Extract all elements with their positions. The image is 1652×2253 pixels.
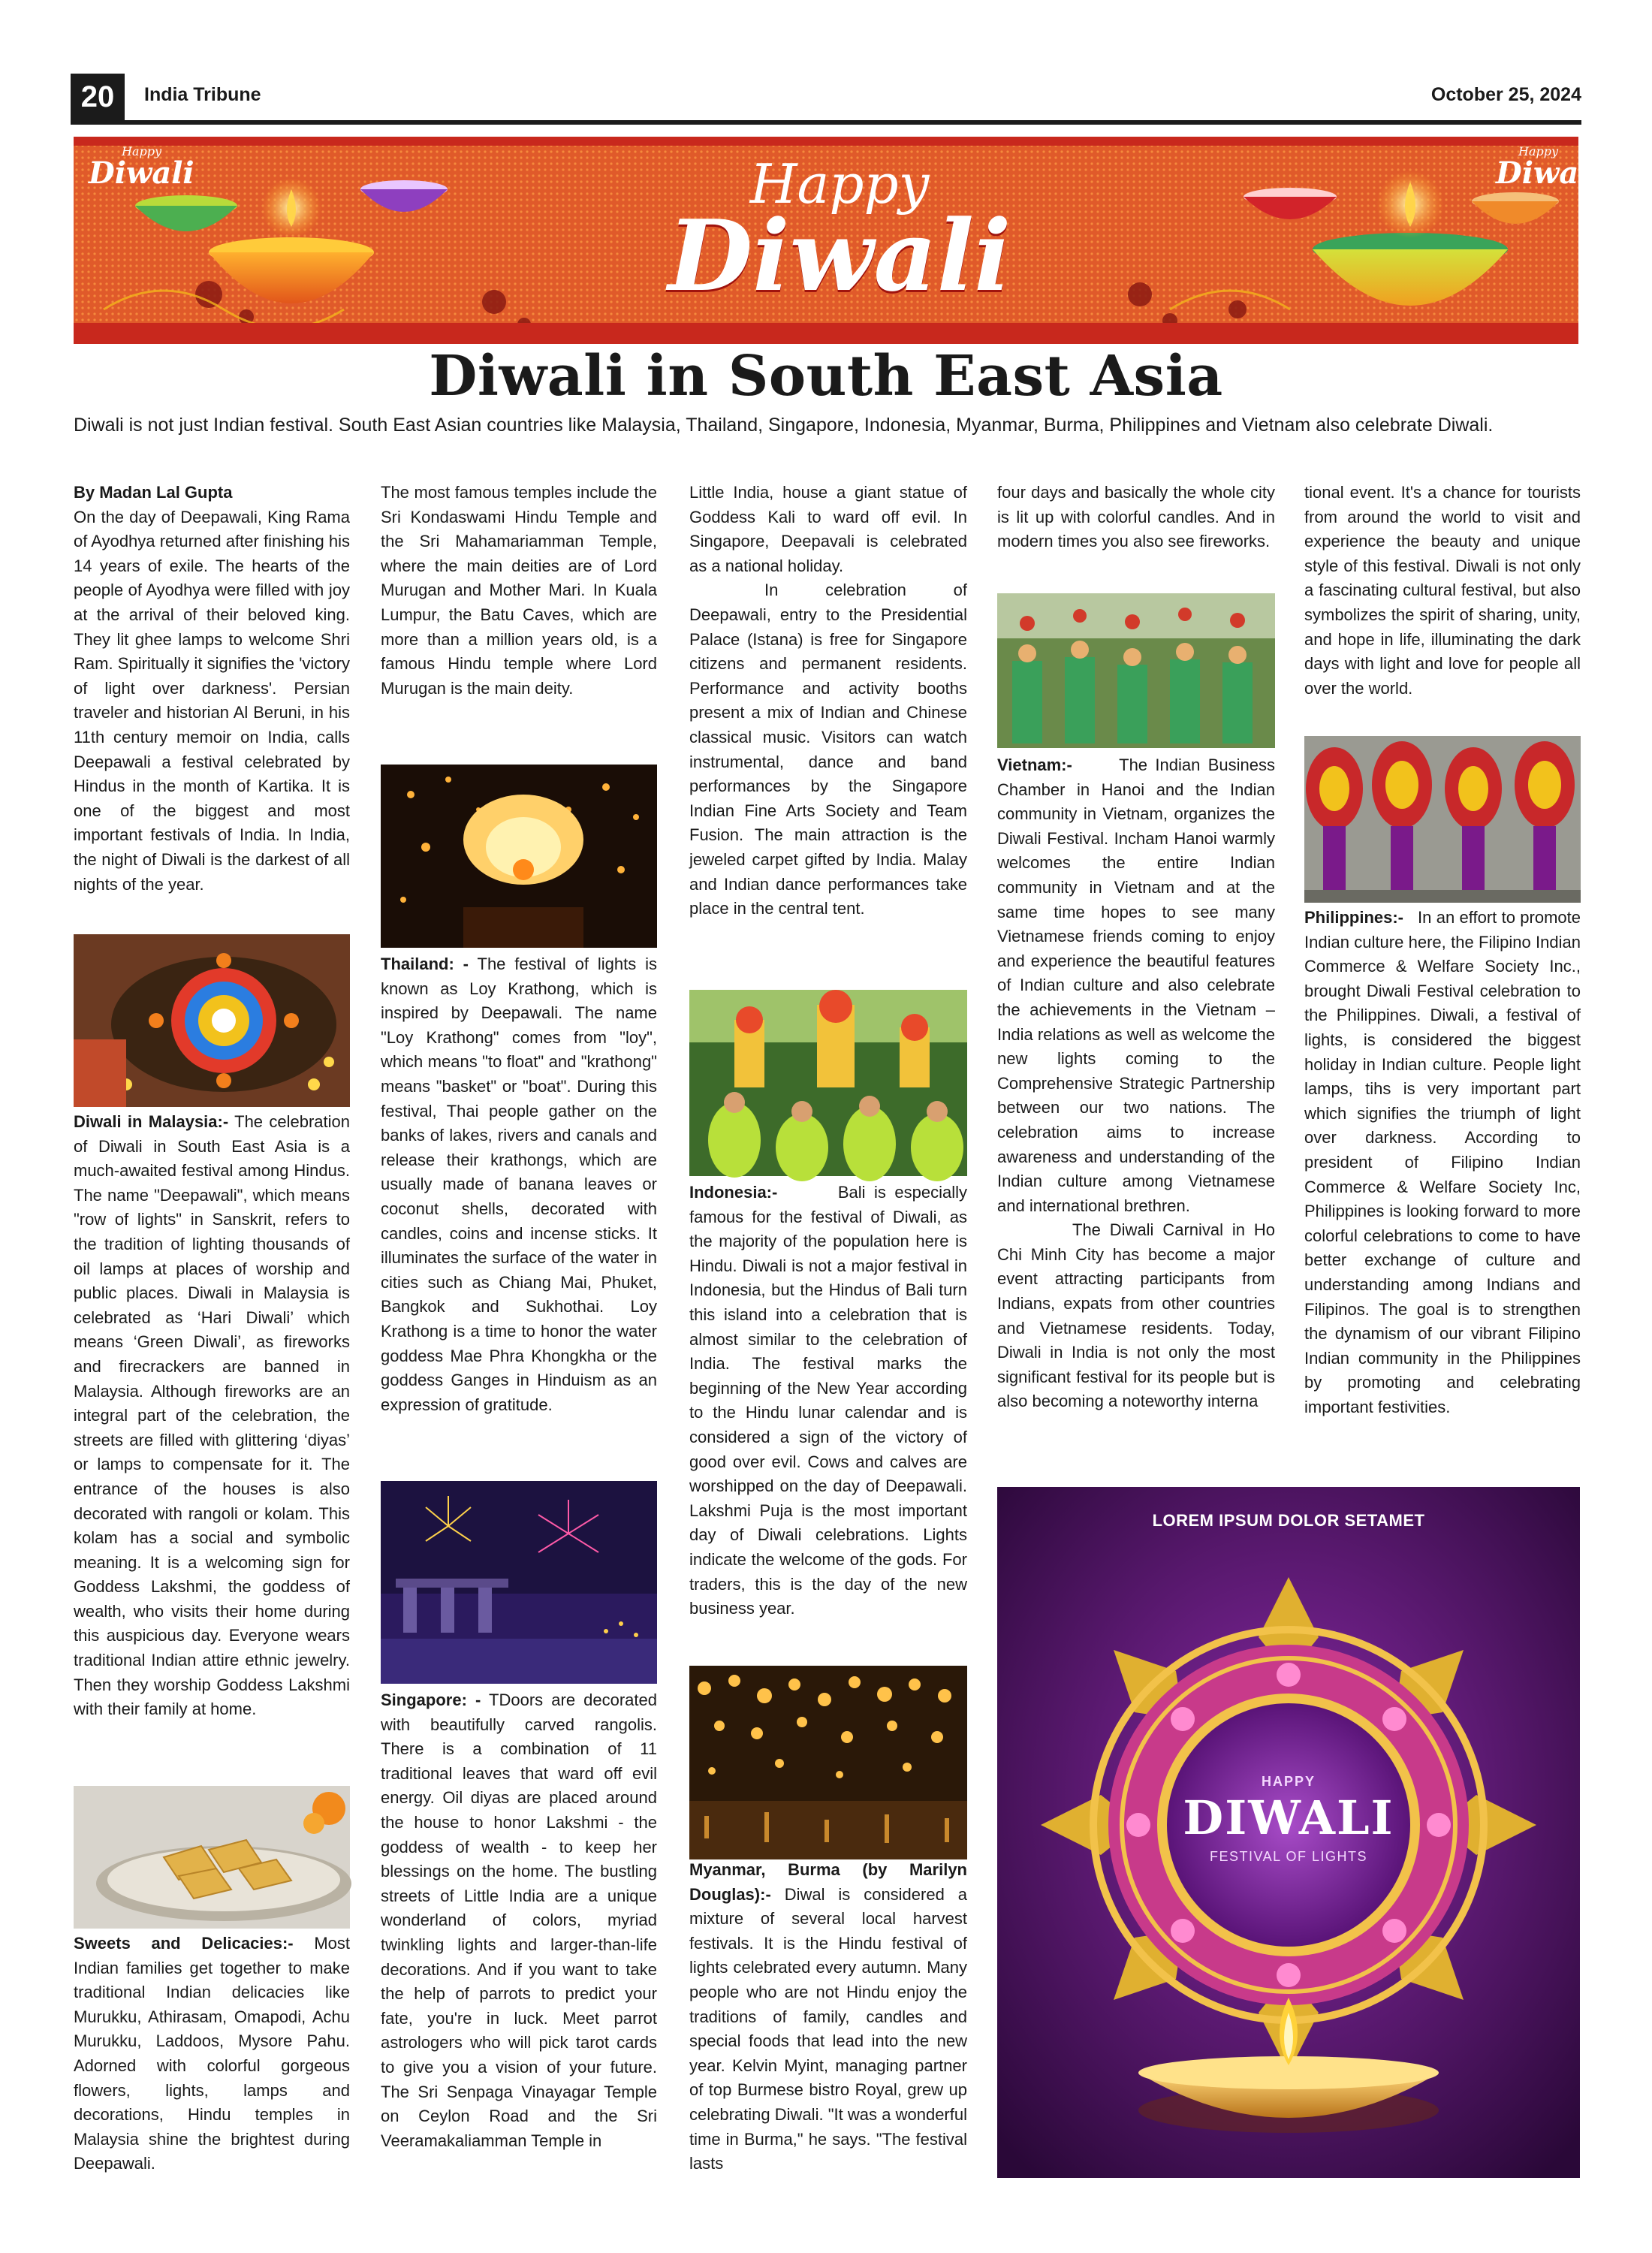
philippines-section xyxy=(1304,906,1581,1419)
ad-diwali: DIWALI xyxy=(1183,1790,1394,1845)
column-1-top xyxy=(74,481,350,897)
rangoli-photo xyxy=(74,934,350,1107)
diwali-carnival-paragraph: The Diwali Carnival in Ho Chi Minh City has become a major event attracting participants from Indians, expats from other countries and Vietnamese residents. Today, Diwali in India is not only the most significant festival for its people but is also becoming a noteworthy interna xyxy=(997,1220,1275,1411)
thailand-section xyxy=(381,952,657,1417)
vietnam-festival-photo xyxy=(997,593,1275,748)
presidential-palace-paragraph: In celebration of Deepawali, entry to the Presidential Palace (Istana) is free for Singapore citizens and permanent residents. Performance and activity booths present a mix of Indian and Chinese classical music. Visitors can watch instrumental, dance and band performances by the Singapore Indian Fine Arts Society and Team Fusion. The main attraction is the jeweled carpet gifted by India. Malay and Indian dance performances take place in the central tent. xyxy=(689,581,967,918)
myanmar-label: Myanmar, Burma (by Marilyn Douglas):- xyxy=(689,1860,967,1904)
ad-top-text: LOREM IPSUM DOLOR SETAMET xyxy=(1152,1511,1425,1530)
banner-corner-logo-left xyxy=(89,144,194,189)
myanmar-text: Diwal is considered a mixture of several local harvest festivals. It is the Hindu festival of lights celebrated every autumn. Many people who are not Hindu enjoy the traditions of family, candles and special foods that lead into the new year. Kelvin Myint, managing partner of top Burmese bistro Royal, grew up celebrating Diwali. "It was a wonderful time in Burma," he says. "The festival lasts xyxy=(689,1884,967,2173)
thailand-label: Thailand: - xyxy=(381,955,469,973)
corner-happy-left: Happy xyxy=(122,144,162,158)
singapore-continued: Little India, house a giant statue of Goddess Kali to ward off evil. In Singapore, Deepavali is celebrated as a national holiday. xyxy=(689,483,967,575)
corner-diwali-left: Diwali xyxy=(89,155,194,191)
article-headline: Diwali in South East Asia xyxy=(429,344,1223,409)
banner-happy: Happy xyxy=(749,152,930,216)
happy-diwali-banner xyxy=(74,137,1602,342)
philippines-parade-photo xyxy=(1304,736,1581,903)
thailand-text: The festival of lights is known as Loy Krathong, which is inspired by Deepawali. The name "Loy Krathong" comes from "loy", which means "to float" and "krathong" means "basket" or "boat". During this festival, Thai people gather on the banks of lakes, rivers and canals and release their krathongs, which are usually made of banana leaves or coconut shells, decorated with candles, coins and incense sticks. It illuminates the surface of the water in cities such as Chiang Mai, Phuket, Bangkok and Sukhothai. Loy Krathong is a time to honor the water goddess Mae Phra Khongkha or the goddess Ganges in Hinduism as an expression of gratitude. xyxy=(381,955,658,1414)
diwali-advertisement xyxy=(997,1487,1580,2178)
lantern-photo xyxy=(381,765,657,948)
corner-happy-right: Happy xyxy=(1518,144,1559,158)
vietnam-label: Vietnam:- xyxy=(997,756,1072,774)
myanmar-lanterns-photo xyxy=(689,1666,967,1859)
corner-diwali-right: Diwali xyxy=(1496,155,1602,191)
sweets-section xyxy=(74,1932,350,2176)
philippines-label: Philippines:- xyxy=(1304,908,1403,927)
sweets-text: Most Indian families get together to make traditional Indian delicacies like Murukku, Athirasam, Omapodi, Achu Murukku, Laddoos, Mysore Pahu. Adorned with colorful gorgeous flowers, lights, lamps and decorations, Hindu temples in Malaysia shine the brightest during Deepawali. xyxy=(74,1934,350,2173)
sweets-label: Sweets and Delicacies:- xyxy=(74,1934,294,1953)
ad-tagline: FESTIVAL OF LIGHTS xyxy=(1209,1849,1368,1864)
column-3-top xyxy=(689,481,967,921)
singapore-fireworks-photo xyxy=(381,1481,657,1684)
indonesia-section xyxy=(689,1181,967,1621)
byline: By Madan Lal Gupta xyxy=(74,483,233,502)
publication-name: India Tribune xyxy=(144,84,261,105)
myanmar-continued: four days and basically the whole city is lit up with colorful candles. And in modern times you also see fireworks. xyxy=(997,483,1275,551)
temples-text: The most famous temples include the Sri Kondaswami Hindu Temple and the Sri Mahamariamman Temple, where the main deities are of Lord Murugan and Mother Mari. In Kuala Lumpur, the Batu Caves, which are more than a million years old, is a famous Hindu temple where Lord Murugan is the main deity. xyxy=(381,483,657,698)
singapore-section xyxy=(381,1688,657,2153)
vietnam-continued: tional event. It's a chance for tourists from around the world to visit and experience the beauty and unique style of this festival. Diwali is not only a fascinating cultural festival, but also symbolizes the spirit of sharing, unity, and hope in life, illuminating the dark days with light and love for people all over the world. xyxy=(1304,483,1581,698)
singapore-label: Singapore: - xyxy=(381,1691,481,1709)
header-rule xyxy=(71,120,1581,125)
indonesia-label: Indonesia:- xyxy=(689,1183,778,1202)
vietnam-section xyxy=(997,753,1275,1414)
temples-section xyxy=(381,481,657,701)
myanmar-section xyxy=(689,1858,967,2176)
page-number: 20 xyxy=(71,74,125,120)
intro-paragraph: On the day of Deepawali, King Rama of Ayodhya returned after finishing his 14 years of exile. The hearts of the people of Ayodhya were filled with joy at the arrival of their beloved king. They lit ghee lamps to welcome Shri Ram. Spiritually it signifies the 'victory of light over darkness'. Persian traveler and historian Al Beruni, in his 11th century memoir on India, calls Deepawali a festival celebrated by Hindus in the month of Kartika. It is one of the biggest and most important festivals of India. In India, the night of Diwali is the darkest of all nights of the year. xyxy=(74,507,350,894)
banner-corner-logo-right xyxy=(1496,144,1602,189)
malaysia-text: The celebration of Diwali in South East Asia is a much-awaited festival among Hindus. The name "Deepawali", which means "row of lights" in Sanskrit, refers to the tradition of lighting thousands of oil lamps at places of worship and public places. Diwali in Malaysia is celebrated as ‘Hari Diwali’ which means ‘Green Diwali’, as fireworks and firecrackers are banned in Malaysia. Although fireworks are an integral part of the celebration, the streets are filled with glittering ‘diyas’ or lamps to compensate for it. The entrance of the houses is also decorated with rangoli or kolam. This kolam has a social and symbolic meaning. It is a welcoming sign for Goddess Lakshmi, the goddess of wealth, who visits their home during this auspicious day. Everyone wears traditional Indian attire ethnic jewelry. Then they worship Goddess Lakshmi with their family at home. xyxy=(74,1112,350,1719)
column-5-top xyxy=(1304,481,1581,701)
singapore-text: TDoors are decorated with beautifully carved rangolis. There is a combination of 11 traditional leaves that ward off evil energy. Oil diyas are placed around the house to honor Lakshmi - the goddess of wealth - to keep her blessings on the home. The bustling streets of Little India are a unique wonderland of colors, myriad twinkling lights and larger-than-life decorations. And if you want to take the help of parrots to predict your fate, you're in luck. Meet parrot astrologers who will pick tarot cards to give you a vision of your future. The Sri Senpaga Vinayagar Temple on Ceylon Road and the Sri Veeramakaliamman Temple in xyxy=(381,1691,657,2150)
vietnam-text: The Indian Business Chamber in Hanoi and the Indian community in Vietnam, organizes the Diwali Festival. Incham Hanoi warmly welcomes the entire Indian community in Vietnam and at the same time hopes to see many Vietnamese friends coming to enjoy and experience the beautiful features of Indian culture and also celebrate the achievements in the Vietnam – India relations as well as welcome the new lights coming to the Comprehensive Strategic Partnership between our two nations. The celebration aims to increase awareness and understanding of the Indian culture among Vietnamese and international brethren. xyxy=(997,756,1275,1215)
philippines-text: In an effort to promote Indian culture here, the Filipino Indian Commerce & Welfare Society Inc., brought Diwali Festival celebration to the Philippines. Diwali, a festival of lights, is considered the biggest holiday in Indian culture. People light lamps, tihs is very important part which signifies the triumph of light over darkness. According to president of Filipino Indian Commerce & Welfare Society Inc, Philippines is looking forward to more colorful celebrations to come to have better exchange of culture and understanding among Indians and Filipinos. The goal is to strengthen the dynamism of our vibrant Filipino Indian community in the Philippines by promoting and celebrating important festivities. xyxy=(1304,908,1581,1416)
ad-happy: HAPPY xyxy=(1261,1774,1316,1789)
malaysia-label: Diwali in Malaysia:- xyxy=(74,1112,229,1131)
bali-procession-photo xyxy=(689,990,967,1176)
banner-bottom-band xyxy=(74,323,1578,344)
banner-title xyxy=(644,152,1035,313)
column-4-top xyxy=(997,481,1275,554)
banner-diwali: Diwali xyxy=(668,198,1011,313)
article-deck: Diwali is not just Indian festival. South East Asian countries like Malaysia, Thailand, Singapore, Indonesia, Myanmar, Burma, Philippines and Vietnam also celebrate Diwali. xyxy=(74,415,1494,436)
malaysia-section xyxy=(74,1110,350,1722)
sweets-photo xyxy=(74,1786,350,1929)
issue-date: October 25, 2024 xyxy=(1430,84,1581,105)
indonesia-text: Bali is especially famous for the festival of Diwali, as the majority of the population here is Hindu. Diwali is not a major festival in Indonesia, but the Hindus of Bali turn this island into a celebration that is almost similar to the celebration of India. The festival marks the beginning of the New Year according to the Hindu lunar calendar and is considered a sign of the victory of good over evil. Cows and calves are worshipped on the day of Deepawali. Lakshmi Puja is the most important day of Diwali celebrations. Lights indicate the welcome of the gods. For traders, this is the day of the new business year. xyxy=(689,1183,967,1618)
